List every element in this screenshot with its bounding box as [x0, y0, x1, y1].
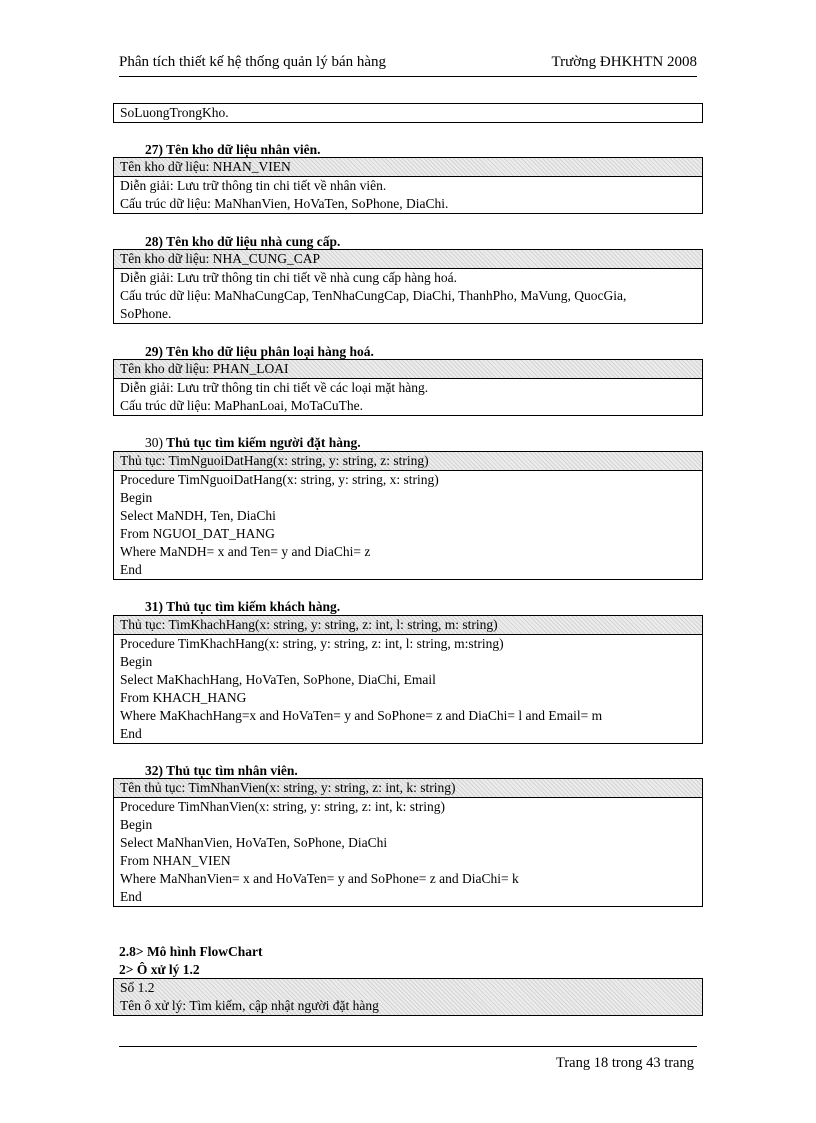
section-number: 28): [145, 234, 163, 249]
box-line: Diễn giải: Lưu trữ thông tin chi tiết về nhà cung cấp hàng hoá.: [120, 270, 458, 285]
section-number: 32): [145, 763, 163, 778]
box-line: Diễn giải: Lưu trữ thông tin chi tiết về các loại mặt hàng.: [120, 380, 429, 395]
section-number: 30): [145, 435, 163, 450]
section-title-text: Thủ tục tìm kiếm khách hàng.: [166, 599, 341, 614]
box-line: SoPhone.: [120, 306, 172, 321]
box-line: Where MaNDH= x and Ten= y and DiaChi= z: [120, 544, 371, 559]
box-line: Procedure TimKhachHang(x: string, y: string, z: int, l: string, m:string): [120, 636, 504, 651]
header-school: Trường ĐHKHTN 2008: [551, 54, 697, 70]
flowchart-box: [113, 978, 703, 1016]
box-line: Cấu trúc dữ liệu: MaNhaCungCap, TenNhaCungCap, DiaChi, ThanhPho, MaVung, QuocGia,: [120, 288, 627, 303]
box-line: From KHACH_HANG: [120, 690, 247, 705]
box-line: Where MaKhachHang=x and HoVaTen= y and SoPhone= z and DiaChi= l and Email= m: [120, 708, 603, 723]
box-line: End: [120, 562, 142, 577]
continued-box: [113, 103, 703, 123]
section-27-box: [113, 157, 703, 214]
box-line: Where MaNhanVien= x and HoVaTen= y and SoPhone= z and DiaChi= k: [120, 871, 519, 886]
box-header: Tên kho dữ liệu: NHAN_VIEN: [114, 158, 702, 177]
box-line: Select MaKhachHang, HoVaTen, SoPhone, DiaChi, Email: [120, 672, 436, 687]
box-header: Thủ tục: TimNguoiDatHang(x: string, y: string, z: string): [114, 452, 702, 471]
section-30-title: [145, 434, 361, 452]
box-line: From NGUOI_DAT_HANG: [120, 526, 275, 541]
section-31-title: [145, 598, 340, 616]
header-title: Phân tích thiết kế hệ thống quản lý bán hàng: [119, 54, 387, 70]
flowchart-subheading: 2> Ô xử lý 1.2: [119, 962, 200, 977]
page-number: Trang 18 trong 43 trang: [555, 1055, 694, 1071]
section-29-box: [113, 359, 703, 416]
box-line: Procedure TimNguoiDatHang(x: string, y: string, x: string): [120, 472, 439, 487]
box-line: Begin: [120, 490, 153, 505]
box-line: End: [120, 889, 142, 904]
section-number: 31): [145, 599, 163, 614]
box-line: Procedure TimNhanVien(x: string, y: string, z: int, k: string): [120, 799, 446, 814]
section-30-box: [113, 451, 703, 580]
footer-divider: [119, 1046, 697, 1047]
box-line: Diễn giải: Lưu trữ thông tin chi tiết về nhân viên.: [120, 178, 387, 193]
section-number: 27): [145, 142, 163, 157]
box-header: Thủ tục: TimKhachHang(x: string, y: string, z: int, l: string, m: string): [114, 616, 702, 635]
section-title-text: Tên kho dữ liệu phân loại hàng hoá.: [166, 344, 374, 359]
box-line: Begin: [120, 654, 153, 669]
box-header: Tên kho dữ liệu: NHA_CUNG_CAP: [114, 250, 702, 269]
section-31-box: [113, 615, 703, 744]
box-line: Begin: [120, 817, 153, 832]
box-line: Cấu trúc dữ liệu: MaPhanLoai, MoTaCuThe.: [120, 398, 363, 413]
section-title-text: Tên kho dữ liệu nhân viên.: [166, 142, 321, 157]
section-32-box: [113, 778, 703, 907]
section-title-text: Thủ tục tìm nhân viên.: [166, 763, 298, 778]
box-line: Cấu trúc dữ liệu: MaNhanVien, HoVaTen, SoPhone, DiaChi.: [120, 196, 449, 211]
box-line: Select MaNhanVien, HoVaTen, SoPhone, DiaChi: [120, 835, 388, 850]
box-line: Tên ô xử lý: Tìm kiếm, cập nhật người đặt hàng: [120, 998, 379, 1013]
section-title-text: Tên kho dữ liệu nhà cung cấp.: [166, 234, 341, 249]
box-line: From NHAN_VIEN: [120, 853, 231, 868]
box-header: Tên kho dữ liệu: PHAN_LOAI: [114, 360, 702, 379]
box-line: End: [120, 726, 142, 741]
box-line: SoLuongTrongKho.: [120, 105, 229, 120]
section-number: 29): [145, 344, 163, 359]
page-header: [119, 52, 697, 77]
flowchart-heading: 2.8> Mô hình FlowChart: [119, 944, 263, 959]
section-28-box: [113, 249, 703, 324]
section-title-text: Thủ tục tìm kiếm người đặt hàng.: [166, 435, 361, 450]
box-header: Tên thủ tục: TimNhanVien(x: string, y: string, z: int, k: string): [114, 779, 702, 798]
box-line: Số 1.2: [120, 980, 155, 995]
box-line: Select MaNDH, Ten, DiaChi: [120, 508, 276, 523]
